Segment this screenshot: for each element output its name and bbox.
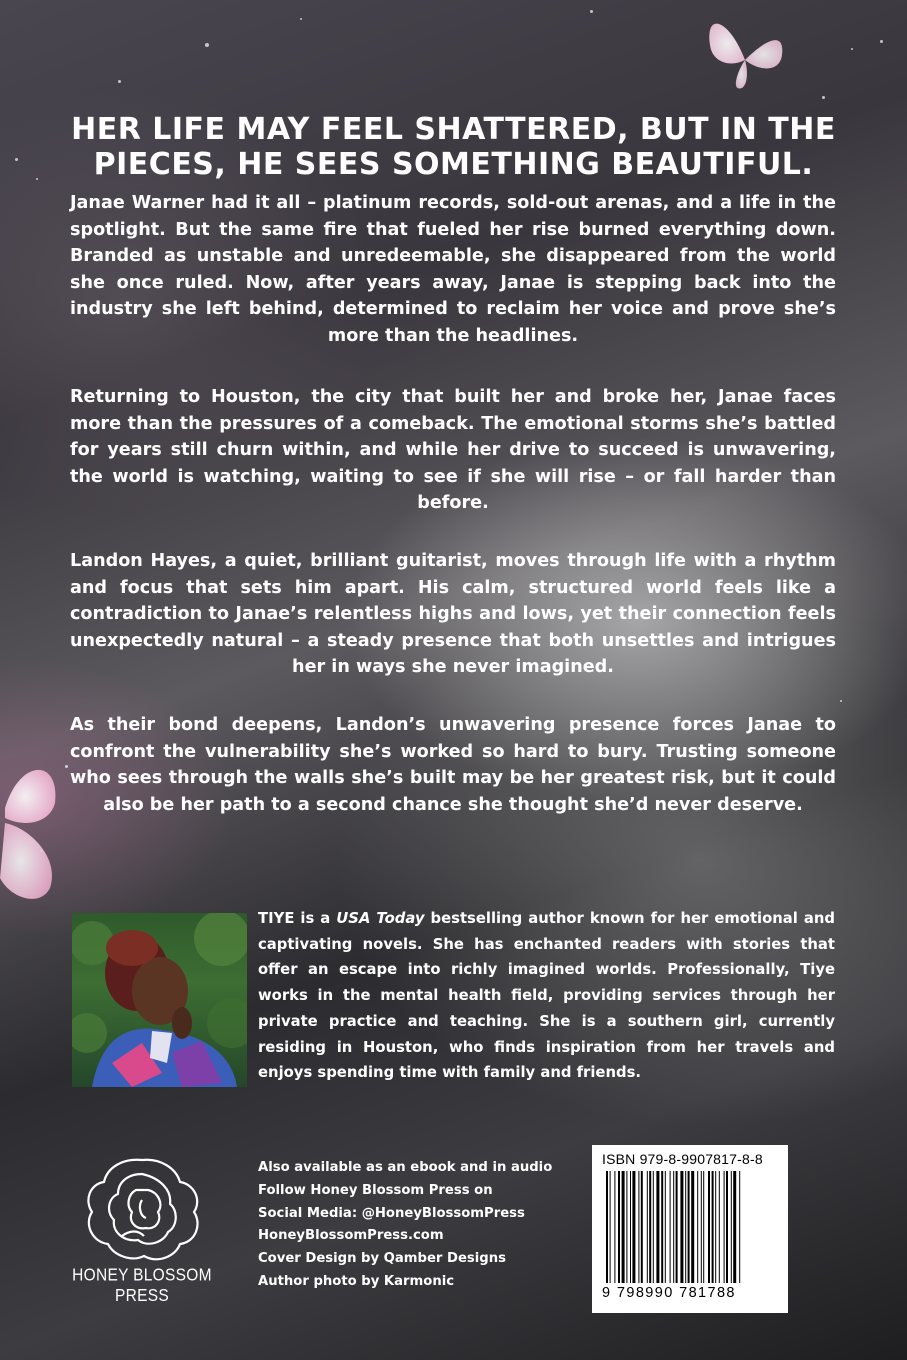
barcode-bar: [715, 1171, 716, 1283]
barcode-bar: [618, 1171, 620, 1283]
barcode-bar: [712, 1171, 714, 1283]
barcode-bar: [697, 1171, 698, 1283]
publisher-name: HONEY BLOSSOM PRESS: [72, 1265, 212, 1306]
barcode-bar: [626, 1171, 627, 1283]
blurb-paragraph-2: Returning to Houston, the city that built her and broke her, Janae faces more than the pressures of a comeback. The emotional storms she’s battled for years still churn within, and while her drive to succeed is unwavering, the world is watching, waiting to see if she will rise – or fall harder than before.: [70, 387, 836, 513]
barcode-bar: [632, 1171, 635, 1283]
headline: [40, 112, 867, 182]
info-line: HoneyBlossomPress.com: [258, 1228, 444, 1244]
info-line: Follow Honey Blossom Press on: [258, 1182, 493, 1198]
barcode-bar: [649, 1171, 651, 1283]
blurb-paragraph-3: Landon Hayes, a quiet, brilliant guitarist, moves through life with a rhythm and focus that sets him apart. His calm, structured world feels like a contradiction to Janae’s relentless highs and lows, yet their connection feels unexpectedly natural – a steady presence that both unsettles and intrigues her in ways she never imagined.: [70, 551, 836, 677]
barcode-bar: [703, 1171, 704, 1283]
isbn-label: ISBN 979-8-9907817-8-8: [602, 1151, 763, 1167]
author-bio-rest: bestselling author known for her emotional and captivating novels. She has enchanted readers with stories that offer an escape into richly imagined worlds. Professionally, Tiye works in the mental health field, providing services through her private practice and teaching. She is a southern girl, currently residing in Houston, who finds inspiration from her travels and enjoys spending time with family and friends.: [258, 910, 835, 1082]
blurb-paragraph-4: As their bond deepens, Landon’s unwavering presence forces Janae to confront the vulnerability she’s worked so hard to bury. Trusting someone who sees through the walls she’s built may be her greatest risk, but it could also be her path to a second chance she thought she’d never deserve.: [70, 715, 836, 815]
barcode-bar: [665, 1171, 666, 1283]
barcode-icon: [606, 1171, 774, 1283]
barcode-bar: [622, 1171, 625, 1283]
author-bio: [258, 906, 835, 1086]
barcode-bar: [724, 1171, 725, 1283]
isbn-barcode-box: [592, 1145, 788, 1313]
publication-info: [258, 1157, 552, 1294]
barcode-bar: [638, 1171, 639, 1283]
butterfly-icon: [0, 748, 80, 908]
publisher-logo: [62, 1150, 222, 1306]
barcode-bar: [653, 1171, 654, 1283]
author-photo: [72, 913, 247, 1087]
rose-logo-icon: [62, 1150, 222, 1268]
barcode-bar: [739, 1171, 740, 1283]
barcode-bar: [726, 1171, 728, 1283]
barcode-bar: [670, 1171, 671, 1283]
info-line: Social Media: @HoneyBlossomPress: [258, 1205, 525, 1221]
author-bio-italic: USA Today: [336, 910, 425, 927]
barcode-bar: [614, 1171, 615, 1283]
barcode-bar: [733, 1171, 736, 1283]
barcode-bar: [719, 1171, 720, 1283]
barcode-bar: [610, 1171, 611, 1283]
barcode-bar: [647, 1171, 648, 1283]
barcode-bar: [606, 1171, 608, 1283]
barcode-bar: [673, 1171, 674, 1283]
info-line: Also available as an ebook and in audio: [258, 1160, 553, 1175]
author-bio-lead: TIYE is a: [258, 910, 337, 927]
info-line: Cover Design by Qamber Designs: [258, 1251, 506, 1267]
barcode-bar: [630, 1171, 631, 1283]
isbn-digits: 9 798990 781788: [602, 1285, 736, 1301]
barcode-bar: [708, 1171, 710, 1283]
barcode-bar: [680, 1171, 683, 1283]
headline-line-2: PIECES, HE SEES SOMETHING BEAUTIFUL.: [93, 147, 814, 182]
barcode-bar: [641, 1171, 643, 1283]
barcode-bar: [691, 1171, 694, 1283]
barcode-bar: [661, 1171, 663, 1283]
barcode-bar: [701, 1171, 702, 1283]
barcode-bar: [656, 1171, 659, 1283]
barcode-bar: [731, 1171, 732, 1283]
barcode-bar: [685, 1171, 686, 1283]
blurb-paragraph-1: Janae Warner had it all – platinum records, sold-out arenas, and a life in the spotlight. But the same fire that fueled her rise burned everything down. Branded as unstable and unredeemable, she disappeared from the world she once ruled. Now, after years away, Janae is stepping back into the industry she left behind, determined to reclaim her voice and prove she’s more than the headlines.: [70, 193, 836, 346]
barcode-bar: [676, 1171, 678, 1283]
barcode-bar: [688, 1171, 690, 1283]
headline-line-1: HER LIFE MAY FEEL SHATTERED, BUT IN THE: [71, 112, 836, 147]
info-line: Author photo by Karmonic: [258, 1273, 455, 1289]
butterfly-icon: [690, 0, 800, 100]
